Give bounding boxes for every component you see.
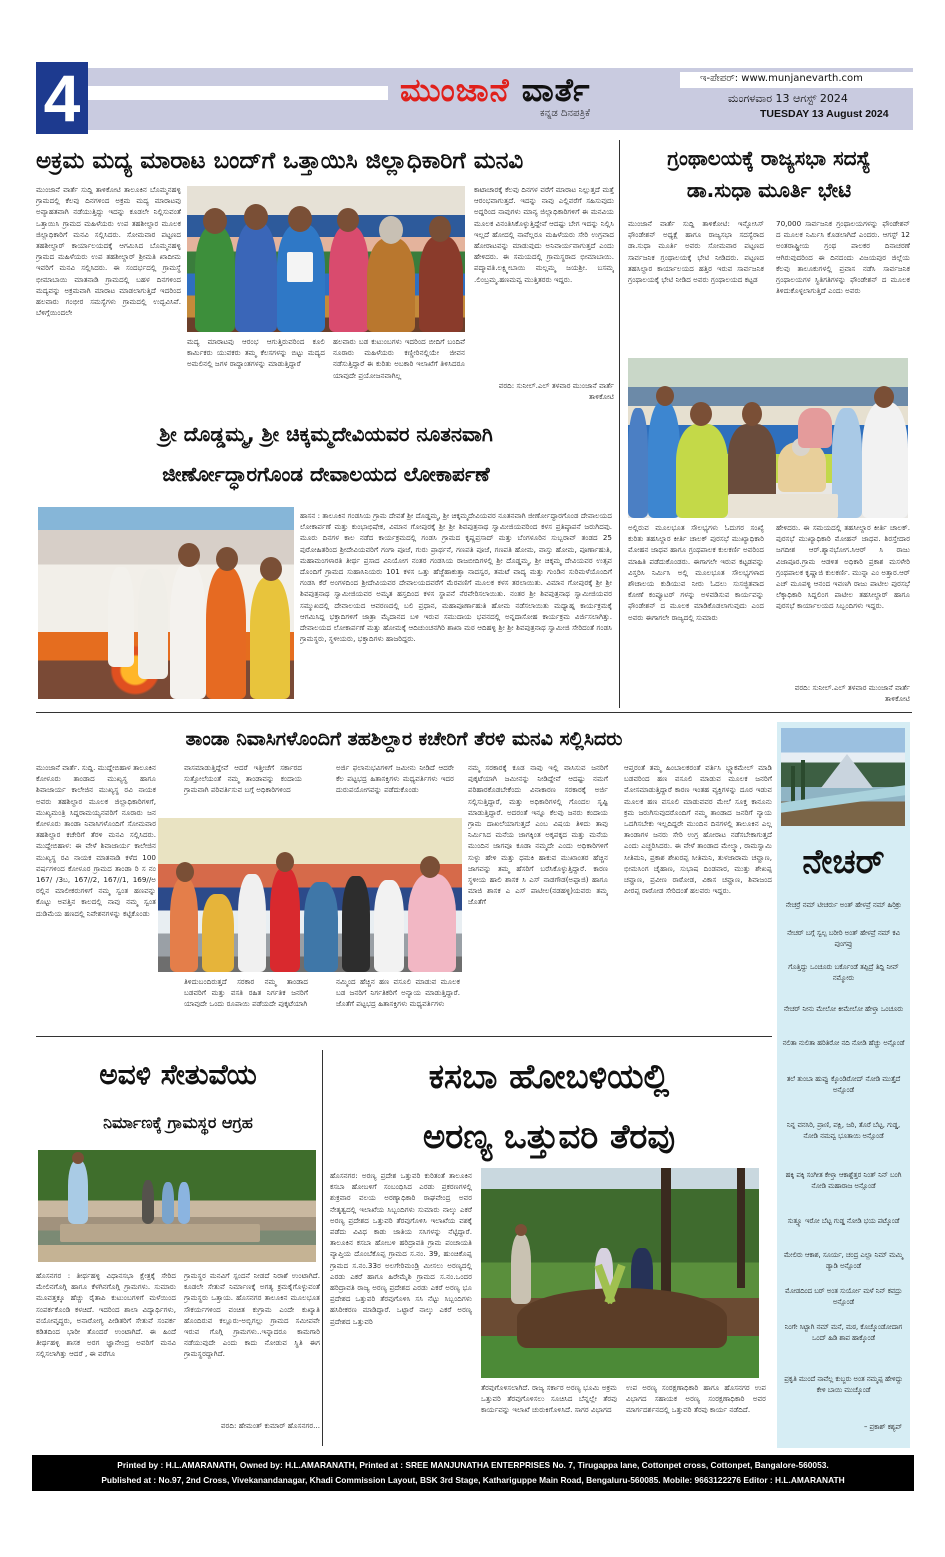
tanda-col-3-top: ಅರ್ಜಿ ಫಲಾನುಭವಿಗಳಿಗೆ ಜಮೀನು ನೀಡಿದೆ ಆದರೇ ಕೆಲ ಪಟ್ಟಭದ್ರ ಹಿತಾಸಕ್ತಿಗಳು ಮಧ್ಯವರ್ತಿಗಳು ಇದರ ದುರುಪಯೋಗವನ್ನು ಪಡೆದುಕೊಂಡು — [336, 763, 454, 795]
poem-stanza: ನೇಚರ್ ನೀನು ಮೇಲೋ ಕೀಮೇಲೋ ಹೇಳ್ತಾ ಒಂಚೂರು — [783, 1005, 904, 1013]
poem-stanza: ನೇಚರ್ರೆ ನಮ್ ಟೀಚರ್ರು ಅಂತ್ ಹೇಳವ್ರೆ ನಮ್ ಹಿರಿಕ್ರು — [785, 901, 902, 909]
epaper-link[interactable]: ಇ-ಪೇಪರ್: www.munjanevarth.com — [700, 73, 863, 84]
date-kannada: ಮಂಗಳವಾರ 13 ಆಗಸ್ಟ್ 2024 — [728, 92, 848, 105]
newspaper-logo — [400, 70, 590, 110]
temple-headline-line-2: ಜೀರ್ಣೋದ್ಧಾರಗೊಂಡ ದೇವಾಲಯದ ಲೋಕಾರ್ಪಣೆ — [162, 462, 490, 486]
library-col-1-bottom: ಅಲ್ಲಿರುವ ಮೂಲಭೂತ ಸೌಲಭ್ಯಗಳು ಓದುಗರ ಸಂಖ್ಯೆ ಕುರಿತು ತಹಸಿಲ್ದಾರ ಕೀರ್ತಿ ಚಾಲಕ್ ಪುರಸಭೆ ಮುಖ್ಯಾಧಿಕಾರಿ ಮೋಹನ ಜಾಧವ ಹಾಗೂ ಗ್ರಂಥಪಾಲಕ ಕುಲಕರ್ಣಿ ಅವರಿಂದ ಮಾಹಿತಿ ಪಡೆದುಕೊಂಡರು. ಈಗಾಗಲೇ ಇರುವ ಕಟ್ಟಡವನ್ನು ವಿಸ್ತರಿಸಿ ನಿರ್ಮಿಸಿ ಅಲ್ಲಿ ಮೂಲಭೂತ ಸೌಲಭ್ಯಗಳಾದ ಶೌಚಾಲಯ ಕುಡಿಯುವ ನೀರು ಓದಲು ಸುಸಜ್ಜಿತವಾದ ಕೋಣೆ ಕಂಪ್ಯೂಟರ್ ಗಳನ್ನು ಅಳವಡಿಸುವ ಕಾರ್ಯವನ್ನು ಫೌಂಡೇಶನ್ ದ ಮೂಲಕ ಮಾಡಿಕೊಡಲಾಗುವುದು ಎಂದ ಅವರು ಈಗಾಗಲೇ ರಾಜ್ಯದಲ್ಲಿ ಸುಮಾರು — [628, 523, 764, 622]
tanda-col-2-top: ವಾಸಮಾಡುತ್ತಿದ್ದೇವೆ ಆದರೆ ಇತ್ತೀಚೆಗೆ ಸರ್ಕಾರದ ಸುತ್ತೋಲೆಯಂತೆ ನಮ್ಮ ತಾಂಡಾವನ್ನು ಕಂದಾಯ ಗ್ರಾಮವಾಗಿ ಪರಿವರ್ತಿಸುವ ಬಗ್ಗೆ ಅಧಿಕಾರಿಗಳಿಂದ — [184, 763, 302, 795]
poem-stanza: ಮೇಲಿರು ಆಕಾಶ, ಸೂರ್ಯ, ಚಂದ್ರ ಎಲ್ಲಾ ನಿಮ್ ಮಮ್ಮಿ ಡ್ಯಾಡಿ ಅನ್ಸೊಂಡೆ — [783, 1251, 904, 1270]
imprint-footer — [32, 1455, 914, 1491]
temple-photo — [38, 507, 294, 699]
tanda-headline: ತಾಂಡಾ ನಿವಾಸಿಗಳೊಂದಿಗೆ ತಹಶಿಲ್ದಾರ ಕಚೇರಿಗೆ ತೆರಳಿ ಮನವಿ ಸಲ್ಲಿಸಿದರು — [185, 728, 623, 750]
library-headline-line-1: ಗ್ರಂಥಾಲಯಕ್ಕೆ ರಾಜ್ಯಸಭಾ ಸದಸ್ಯೆ — [667, 146, 871, 170]
tanda-col-3-bottom: ನಮ್ಮಿಂದ ಹೆಚ್ಚಿನ ಹಣ ವಸೂಲಿ ಮಾಡುವ ಮೂಲಕ ಬಡ ಜನರಿಗೆ ನಿರ್ಗತಿಕರಿಗೆ ಅನ್ಯಾಯ ಮಾಡುತ್ತಿದ್ದಾರೆ. ಜೊತೆಗೆ ಪಟ್ಟಭದ್ರ ಹಿತಾಸಕ್ತಿಗಳು ಮಧ್ಯವರ್ತಿಗಳು — [336, 977, 460, 1009]
poem-stanza: ಹಕ್ಕಿ ಪಕ್ಕಿ ಸಂಗೀತ ಕೇಳ್ತಾ ಆಕಾಶ್ದೆತ್ತರ ನಿಂತ್ ನಿನ್ ಬಂಗಿ ನೋಡಿ ಮಹಾರಾಜ ಅನ್ಸೊಂಡೆ — [785, 1171, 902, 1190]
poem-stanza: ನಿನ್ನ ವನಸಿರಿ, ಪ್ರಾಣಿ, ಪಕ್ಷಿ, ಜರಿ, ತೊರೆ ಬೆಟ್ಟ, ಗುಡ್ಡ, ನೋಡಿ ನಮವ್ವ ಭೂತಾಯಿ ಅನ್ಸೊಂಡೆ — [786, 1121, 901, 1140]
poem-author: – ಪ್ರಕಾಶ್ ಕಶ್ಯಪ್ — [863, 1423, 902, 1431]
date-english: TUESDAY 13 August 2024 — [760, 108, 889, 120]
forest-col-1: ಹೊಸನಗರ: ಅರಣ್ಯ ಪ್ರದೇಶ ಒತ್ತುವರಿ ಕುರಿತಂತೆ ತಾಲೂಕಿನ ಕಸಬಾ ಹೋಬಳಿಗೆ ಸಂಬಂಧಿಸಿದ ಎರಡು ಪ್ರಕರಣಗಳಲ್ಲಿ ಶುಕ್ರವಾರ ವಲಯ ಅರಣ್ಯಾಧಿಕಾರಿ ರಾಘವೇಂದ್ರ ಅವರ ನೇತೃತ್ವದಲ್ಲಿ ಇಲಾಖೆಯ ಸಿಬ್ಬಂದಿಗಳು ಸುಮಾರು ನಾಲ್ಕು ಎಕರೆ ಅರಣ್ಯ ಪ್ರದೇಶದ ಒತ್ತುವರಿ ತೆರವುಗೊಳಿಸಿ ಇಲಾಖೆಯ ವಶಕ್ಕೆ ಪಡೆದು ವಿವಿಧ ಕಾಡು ಜಾತಿಯ ಸಸಿಗಳನ್ನು ನೆಟ್ಟಿದ್ದಾರೆ. ತಾಲೂಕಿನ ಕಸಬಾ ಹೋಬಳಿ ಹರಿದ್ರಾವತಿ ಗ್ರಾಮ ಪಂಚಾಯತಿ ವ್ಯಾಪ್ತಿಯ ದೊಂಬೆಕೊಪ್ಪ ಗ್ರಾಮದ ಸ.ನಂ. 39, ಹುಂಚಿಕೊಪ್ಪ ಗ್ರಾಮದ ಸ.ನಂ.33ರ ಅಲಗೇರಿಮಂಡ್ರಿ ಮೀಸಲು ಅರಣ್ಯದಲ್ಲಿ ಎರಡು ಎಕರೆ ಹಾಗೂ ಹಿರೇಮೈಶಿ ಗ್ರಾಮದ ಸ.ನಂ.ಒಂದರ ಹರಿದ್ರಾವತಿ ರಾಜ್ಯ ಅರಣ್ಯ ಪ್ರದೇಶದ ಎರಡು ಎಕರೆ ಅರಣ್ಯ ಭೂ ಪ್ರದೇಶದ ಒತ್ತುವರಿ ತೆರವುಗೊಳಿಸಿ ಸಸಿ ನೆಟ್ಟು ಸಿಬ್ಬಂದಿಗಳು ಹಸಿರೀಕರಣ ಮಾಡಿದ್ದಾರೆ. ಒಟ್ಟಾರೆ ನಾಲ್ಕು ಎಕರೆ ಅರಣ್ಯ ಪ್ರದೇಶದ ಒತ್ತುವರಿ — [330, 1171, 472, 1326]
liquor-col-4: ಕಾಟಾಚಾರಕ್ಕೆ ಕೆಲವು ದಿನಗಳ ವರೆಗೆ ಮಾರಾಟ ನಿಲ್ಲುತ್ತದೆ ಮತ್ತೆ ಆರಂಭವಾಗುತ್ತದೆ. ಇದನ್ನು ನಾವು ಎಲ್ಲಿವರೆಗೆ ಸಹಿಸುವುದು ಅದ್ದರಿಂದ ನಾವುಗಳು ಮಾನ್ಯ ಜಿಲ್ಲಾಧಿಕಾರಿಗಳಿಗೆ ಈ ಮನವಿಯ ಮೂಲಕ ವಿನಂತಿಸಿಕೊಳ್ಳುತ್ತಿದ್ದೇವೆ ಆದಷ್ಟು ಬೇಗ ಇದನ್ನು ನಿಲ್ಲಿಸಿ ಇಲ್ಲದೆ ಹೋದಲ್ಲಿ ನಾವೆಲ್ಲರೂ ಮಹಿಳೆಯರು ಸೇರಿ ಉಗ್ರವಾದ ಹೋರಾಟವನ್ನು ಮಾಡುವುದು ಅನಿವಾರ್ಯವಾಗುತ್ತದೆ ಎಂದು ಹೇಳಿದರು. ಈ ಸಮಯದಲ್ಲಿ ಗ್ರಾಮಸ್ಥರಾದ ಭೀಮಾಬಾಯಿ. ಪದ್ಮಾವತಿ.ಲಕ್ಷ್ಮೀಬಾಯಿ ಮಲ್ಲಮ್ಮ ಜಯಶ್ರೀ. ಬಸಮ್ಮ .ಲಿಂಬ್ರಮ್ಮ.ಹಣಮವ್ವ ಮುತ್ತಿತರರು ಇದ್ದರು. — [474, 185, 614, 284]
bridge-headline-line-1: ಅವಳಿ ಸೇತುವೆಯ — [99, 1058, 257, 1091]
bridge-col-1: ಹೊಸನಗರ : ತೀರ್ಥಹಳ್ಳಿ ವಿಧಾನಸಭಾ ಕ್ಷೇತ್ರಕ್ಕೆ ಸೇರಿದ ಮೇಲಿನಗೊಗ್ಗಿ ಹಾಗೂ ಕೆಳಗಿನಗೊಗ್ಗಿ ಗ್ರಾಮಗಳು. ಸುಮಾರು ಮೂವತ್ತಕ್ಕೂ ಹೆಚ್ಚು ರೈತಾಪಿ ಕುಟುಂಬಗಳಿಗೆ ಮಳೆಯಿಂದ ಸಂಪರ್ಕಕೊಂಡಿ ಕಳಚಿದೆ. ಇದರಿಂದ ಶಾಲಾ ವಿದ್ಯಾರ್ಥಿಗಳು, ವಯೋವೃದ್ಧರು, ಅನಾರೋಗ್ಯ ಪೀಡಿತರಿಗೆ ಸೇತುವೆ ಸಂಪರ್ಕ ಕಡಿತದಿಂದ ಭಾರೀ ತೊಂದರೆ ಉಂಟಾಗಿದೆ. ಈ ಹಿಂದೆ ತೀರ್ಥಹಳ್ಳಿ ಶಾಸಕ ಅರಗ ಜ್ಞಾನೇಂದ್ರ ಅವರಿಗೆ ಮನವಿ ಸಲ್ಲಿಸಲಾಗಿತ್ತು ಆದರೆ , ಈ ವರೆಗೂ — [36, 1271, 176, 1359]
forest-col-3: ಉಪ ಅರಣ್ಯ ಸಂರಕ್ಷಣಾಧಿಕಾರಿ ಹಾಗೂ ಹೊಸನಗರ ಉಪ ವಿಭಾಗದ ಸಹಾಯಕ ಅರಣ್ಯ ಸಂರಕ್ಷಣಾಧಿಕಾರಿ ಅವರ ಮಾರ್ಗದರ್ಶನದಲ್ಲಿ ಒತ್ತುವರಿ ತೆರವು ಕಾರ್ಯ ನಡೆದಿದೆ. — [626, 1383, 766, 1415]
forest-headline-line-2: ಅರಣ್ಯ ಒತ್ತುವರಿ ತೆರವು — [422, 1117, 676, 1157]
column-divider — [619, 140, 620, 708]
nature-title: ನೇಚರ್ — [802, 842, 885, 882]
tanda-col-1: ಮುಂಜಾನೆ ವಾರ್ತೆ. ಸುದ್ದಿ. ಮುದ್ದೇಬಿಹಾಳ ತಾಲೂಕಿನ ಕೋಳೂರು ತಾಂಡಾದ ಮುಖ್ಯಸ್ಥ ಹಾಗೂ ಶಿವಾಜಾರ್ಯ ಕಾಲೇಜಿನ ಮುಖ್ಯಸ್ಥ ರವಿ ನಾಯಕ ಅವರು ತಹಶಿಲ್ದಾರ ಮೂಲಕ ಜಿಲ್ಲಾಧಿಕಾರಿಗಳಿಗೆ, ಮುಖ್ಯಮಂತ್ರಿ ಸಿದ್ದರಾಮಯ್ಯನವರಿಗೆ ನೂರಾರು ಜನ ಕೋಳೂರು ತಾಂಡಾ ನಿವಾಸಿಗಳೊಂದಿಗೆ ಸೋಮವಾರ ತಹಶಿಲ್ದಾರ ಕಚೇರಿಗೆ ತೆರಳಿ ಮನವಿ ಸಲ್ಲಿಸಿದರು. ಮುದ್ದೇಬಿಹಾಳ: ಈ ವೇಳೆ ಶಿವಾಜಾರ್ಯ ಕಾಲೇಜಿನ ಮುಖ್ಯಸ್ಥ ರವಿ ನಾಯಕ ಮಾತನಾಡಿ ಕಳೆದ 100 ವರ್ಷಗಳಿಂದ ಕೋಳೂರ ಗ್ರಾಮದ ತಾಂಡಾ ರಿ ಸ ನಂ 167/ /3ಬ, 167//2, 167//1, 169//ಅ ರಲ್ಲಿನ ಮಾಲೀಕರುಗಳಿಗೆ ನಮ್ಮ ಸ್ವಂತ ಹಣವನ್ನು ಕೊಟ್ಟು ಅವತ್ತಿನ ಕಾಲದಲ್ಲಿ ನಾವು ನಮ್ಮ ಸ್ವಂತ ದುಡಿಮೆಯ ಹಣದಲ್ಲಿ ನಿವೇಶನಗಳನ್ನು ಕಟ್ಟಿಕೊಂಡು — [36, 763, 156, 918]
poem-stanza: ನಿಂಗೇ ಸಿಟ್ಟಾಗಿ ನಮ್ ಮನೆ, ಮಠ, ಕೊಚ್ಕೊಂಡೋದಾಗ ಒಂದ್ ಹಿಡಿ ಶಾಪ ಹಾಕ್ಕೊಂಡೆ — [784, 1323, 903, 1342]
tanda-col-4: ನಮ್ಮ ಸರಕಾರಕ್ಕೆ ಕೂಡ ನಾವು ಇಲ್ಲಿ ವಾಸಿಸುವ ಜನರಿಗೆ ಪುಕ್ಕಟೆಯಾಗಿ ಜಮೀನನ್ನು ನೀಡಿದ್ದೇವೆ ಆದಷ್ಟು ನಮಗೆ ಪರಿಹಾರಕೊಡಬೇಕೆಂದು ವಿನಾಕಾರಣ ಸರಕಾರಕ್ಕೆ ಅರ್ಜಿ ಸಲ್ಲಿಸುತ್ತಿದ್ದಾರೆ, ಮತ್ತು ಅಧಿಕಾರಿಗಳಲ್ಲಿ ಗೊಂದಲ ಸೃಷ್ಟಿ ಮಾಡುತ್ತಿದ್ದಾರೆ. ಅದರಂತೆ ಇನ್ನೂ ಕೆಲವು ಜನರು ಕಂದಾಯ ಗ್ರಾಮ ದಾಖಲೆಯಾಗುತ್ತದೆ ಎಂಬ ವಿಷಯ ತಿಳಿದು ತಾವು ನಿರ್ಮಿಸಿದ ಮನೆಯ ಜಾಗಕ್ಕಿಂತ ಅಕ್ಕಪಕ್ಕದ ಮತ್ತು ಮನೆಯ ಮುಂದಿನ ಜಾಗವೂ ಕೂಡಾ ನಮ್ಮದೇ ಎಂದು ಅಧಿಕಾರಿಗಳಿಗೆ ಸುಳ್ಳು ಹೇಳಿ ಮತ್ತು ಧಮಕಿ ಹಾಕುವ ಮುಖಾಂತರ ಹೆಚ್ಚಿನ ಜಾಗವನ್ನು ತಮ್ಮ ಹೆಸರಿಗೆ ಬರೆಸಿಕೊಳ್ಳುತ್ತಿದ್ದಾರೆ. ಕಾರಣ ಸ್ಥಳೀಯ ಹಾಲಿ ಶಾಸಕ ಸಿ ಎಸ್ ನಾಡಗೌಡ(ಅಪ್ಪಾಜಿ) ಹಾಗೂ ಮಾಜಿ ಶಾಸಕ ಎ ಎಸ್ ಪಾಟೀಲ(ನಡಹಳ್ಳಿ)ಯವರು ತಮ್ಮ ಜೊತೆಗೆ — [468, 763, 608, 907]
section-divider — [36, 712, 912, 713]
liquor-col-1: ಮುಂಜಾನೆ ವಾರ್ತೆ ಸುದ್ದಿ ತಾಳಿಕೋಟಿ ತಾಲೂಕಿನ ಬೊಮ್ಮನಹಳ್ಳಿ ಗ್ರಾಮದಲ್ಲಿ ಕೆಲವು ದಿನಗಳಿಂದ ಅಕ್ರಮ ಮದ್ಯ ಮಾರಾಟವು ಅವ್ಯಾಹತವಾಗಿ ನಡೆಯುತ್ತಿದ್ದು ಇದನ್ನು ಕೂಡಲೇ ನಿಲ್ಲಿಸುವಂತೆ ಒತ್ತಾಯಿಸಿ ಗ್ರಾಮದ ಮಹಿಳೆಯರು ಉಪ ತಹಶೀಲ್ದಾರ ಮೂಲಕ ಜಿಲ್ಲಾಧಿಕಾರಿಗೆ ಮನವಿ ಸಲ್ಲಿಸಿದರು. ಸೋಮವಾರ ಪಟ್ಟಣದ ತಹಶೀಲ್ದಾರ್ ಕಾರ್ಯಾಲಯದಕ್ಕೆ ಆಗಮಿಸಿದ ಬೊಮ್ಮನಹಳ್ಳಿ ಗ್ರಾಮದ ಮಹಿಳೆಯರು ಉಪ ತಹಶೀಲ್ದಾರ್ ಶ್ರೀಮತಿ ಖಾದೀಮ ಇವರಿಗೆ ಮನವಿ ಸಲ್ಲಿಸಿದರು. ಈ ಸಂದರ್ಭದಲ್ಲಿ ಗ್ರಾಮಸ್ಥೆ ಭೀಮಾಬಾಯಿ ಮಾತನಾಡಿ ಗ್ರಾಮದಲ್ಲಿ ಬಹಳ ದಿನಗಳಿಂದ ಮದ್ಯವನ್ನು ಅಕ್ರಮವಾಗಿ ಮಾರಾಟ ಮಾಡಲಾಗುತ್ತಿದೆ ಇದರಿಂದ ಹಲವಾರು ಗಂಭೀರ ಸಮಸ್ಯೆಗಳು ಗ್ರಾಮದಲ್ಲಿ ಉದ್ಭವಿಸಿವೆ. ಬೆಳಿಗ್ಗೆಯಿಂದಲೇ — [36, 185, 181, 318]
footer-line-1: Printed by : H.L.AMARANATH, Owned by: H.L.AMARANATH, Printed at : SREE MANJUNATHA ENTERPRISES No. 7, Tirugappa lane, Cottonpet cross, Cottonpet, Bangalore-560053. — [117, 1460, 829, 1470]
forest-photo — [481, 1168, 759, 1378]
liquor-col-3: ಹಲವಾರು ಬಡ ಕುಟುಂಬಗಳು ಇದರಿಂದ ಬೀದಿಗೆ ಬಂದಿವೆ ನೂರಾರು ಮಹಿಳೆಯರು ಕಣ್ಣೀರಿನಲ್ಲಿಯೇ ಜೀವನ ನಡೆಸುತ್ತಿದ್ದಾರೆ ಈ ಕುರಿತು ಅಬಕಾರಿ ಇಲಾಖೆಗೆ ತಿಳಿಸಿದರೂ ಯಾವುದೇ ಪ್ರಯೋಜನವಾಗಿಲ್ಲ — [333, 337, 465, 380]
temple-headline-line-1: ಶ್ರೀ ದೊಡ್ಡಮ್ಮ, ಶ್ರೀ ಚಿಕ್ಕಮ್ಮದೇವಿಯವರ ನೂತನವಾಗಿ — [159, 422, 493, 446]
library-byline: ವರದಿ: ಸುನೀಲ್.ಎಲ್ ತಳವಾರ ಮುಂಜಾನೆ ವಾರ್ತೆ ತಾಳಿಕೋಟಿ — [794, 683, 910, 704]
library-col-1-top: ಮುಂಜಾನೆ ವಾರ್ತೆ ಸುದ್ದಿ ತಾಳಿಕೋಟಿ: ಇನ್ಫೋಸಿಸ್ ಫೌಂಡೇಶನ್ ಅಧ್ಯಕ್ಷೆ ಹಾಗೂ ರಾಜ್ಯಸಭಾ ಸದಸ್ಯೆರಾದ ಡಾ.ಸುಧಾ ಮೂರ್ತಿ ಅವರು ಸೋಮವಾರ ಪಟ್ಟಣದ ಸಾರ್ವಜನಿಕ ಗ್ರಂಥಾಲಯಕ್ಕೆ ಭೇಟಿ ನೀಡಿದರು. ಪಟ್ಟಣದ ತಹಸಿಲ್ದಾರ ಕಾರ್ಯಾಲಯದ ಹತ್ತಿರ ಇರುವ ಸಾರ್ವಜನಿಕ ಗ್ರಂಥಾಲಯಕ್ಕೆ ಭೇಟಿ ನೀಡಿದ ಅವರು ಗ್ರಂಥಾಲಯದ ಕಟ್ಟಡ — [628, 219, 764, 285]
liquor-photo — [187, 186, 465, 332]
library-photo — [628, 358, 908, 518]
bridge-byline: ವರದಿ: ಹೇಮಂತ್ ಕುಮಾರ್ ಹೊಸನಗರ... — [220, 1421, 320, 1430]
poem-stanza: ಪ್ರಕೃತಿ ಮುಂದೆ ನಾವೆಲ್ಲ ಕುಬ್ಜರು ಅಂತ ನಮ್ಮಪ್ಪ ಹೇಳಿದ್ದು ಕೇಳಿ ಬಾಯಿ ಮುಚ್ಕೊಂಡೆ — [784, 1375, 903, 1394]
logo-subtitle: ಕನ್ನಡ ದಿನಪತ್ರಿಕೆ — [540, 108, 591, 119]
bridge-photo — [38, 1150, 316, 1262]
tanda-col-5: ಆಪ್ತರಂತೆ ತಮ್ಮ ಹಿಂಬಾಲಕರಂತೆ ವರ್ತಿಸಿ ಬ್ಲ್ಯಾಕಮೇಲ್ ಮಾಡಿ ಬಡವರಿಂದ ಹಣ ವಸೂಲಿ ಮಾಡುವ ಮೂಲಕ ಜನರಿಗೆ ಮೋಸಮಾಡುತ್ತಿದ್ದಾರೆ ಕಾರಣ ಇಂತಹ ವ್ಯಕ್ತಿಗಳನ್ನು ದೂರ ಇಡುವ ಮೂಲಕ ಹಣ ವಸೂಲಿ ಮಾಡುವವರ ಮೇಲೆ ಸೂಕ್ತ ಕಾನೂನು ಕ್ರಮ ಜರುಗಿಸುವುದರೊಂದಿಗೆ ನಮ್ಮ ತಾಂಡಾದ ಜನರಿಗೆ ನ್ಯಾಯ ಒದಗಿಸಬೇಕು ಇಲ್ಲದಿದ್ದರೇ ಮುಂದಿನ ದಿನಗಳಲ್ಲಿ ತಾಲೂಕಿನ ಎಲ್ಲ ತಾಂಡಾಗಳ ಜನರು ಸೇರಿ ಉಗ್ರ ಹೋರಾಟ ನಡೆಸಬೇಕಾಗುತ್ತದೆ ಎಂದು ಎಚ್ಚರಿಸಿದರು. ಈ ವೇಳೆ ತಾಂಡಾದ ಮೇಲ್ಸ್ಥಾ, ರಾಮಸ್ವಾಮಿ ಸೀತಿಮನಿ, ಪ್ರಕಾಶ ಶೇಖರಪ್ಪ ಸೀತಿಮನಿ, ತುಳಜಾರಾಮ ಚವ್ಹಾಣ, ಭೀಮಸಿಂಗ ಚೈಹಾಣ, ಸುಭಾಷ ದಿಂಡವಾರ, ಮುತ್ತು ಶೇಖಪ್ಪ ಚವ್ಹಾಣ, ಪ್ರವೀಣ ರಾಠೋಡ, ವಿಕಾಸ ಚವ್ಹಾಣ, ಶಿವಾಜಂದ ಪೀರಪ್ಪ ರಾಠೋಡ ಸೇರಿದಂತೆ ಹಲವರು ಇದ್ದರು. — [624, 763, 772, 896]
nature-poem-box — [777, 722, 910, 1448]
liquor-byline: ವರದಿ: ಸುನೀಲ್.ಎಲ್ ತಳವಾರ ಮುಂಜಾನೆ ವಾರ್ತೆ ತಾಳಿಕೋಟಿ — [498, 381, 614, 402]
tanda-col-2-bottom: ತಿಳಿದುಬಂದಿರುತ್ತದೆ ಸರಕಾರ ನಮ್ಮ ತಾಂಡಾದ ಬಡವರಿಗೆ ಮತ್ತು ವಸತಿ ರಹಿತ ನಿರ್ಗತಿಕ ಜನರಿಗೆ ಯಾವುದೇ ಒಂದು ರೂಪಾಯಿ ಪಡೆಯದೇ ಪುಕ್ಕಟೆಯಾಗಿ — [184, 977, 308, 1009]
liquor-col-2: ಮದ್ಯ ಮಾರಾಟವು ಆರಂಭ ಆಗುತ್ತಿರುವರಿಂದ ಕೂಲಿ ಕಾರ್ಮಿಕರು ಯುವಕರು ತಮ್ಮ ಕೆಲಸಗಳನ್ನು ಬಿಟ್ಟು ಮದ್ಯದ ಅಮಲಿನಲ್ಲಿ ಜಗಳ ರಾದ್ಧಾಂತಗಳನ್ನು ಮಾಡುತ್ತಿದ್ದಾರೆ — [187, 337, 325, 369]
poem-stanza: ಸುತ್ತ್ಲೂ ಇರೋ ಬೆಟ್ಟ ಗುಡ್ಡ ನೋಡಿ ಭಯ ಪಟ್ಕೊಂಡೆ — [787, 1217, 900, 1225]
poem-stanza: ನೇಚರ್ ಬಗ್ಗೆ ಸ್ವಲ್ಪ ಬರೀರಿ ಅಂತ್ ಹೇಳವ್ರೆ ನಮ್ ಕವಿ ಪುಂಗವ್ರು — [787, 929, 900, 948]
liquor-headline: ಅಕ್ರಮ ಮದ್ಯ ಮಾರಾಟ ಬಂದ್‌ಗೆ ಒತ್ತಾಯಿಸಿ ಜಿಲ್ಲಾಧಿಕಾರಿಗೆ ಮನವಿ — [36, 148, 524, 174]
poem-stanza: ಗೊತ್ತಿದ್ದು ಒಂಚೂರು ಬರ್ಕೊಂಡೆ ತಪ್ಪಿದ್ರೆ ತಿದ್ದಿ ನೀವ್ ನಮ್ಮೋರು — [788, 963, 899, 982]
library-headline-line-2: ಡಾ.ಸುಧಾ ಮೂರ್ತಿ ಭೇಟಿ — [686, 178, 852, 202]
poem-stanza: ತಲೆ ತುಂಬಾ ಹುವ್ವು ಕ್ಕೊಂಡಿರೋದ್ ನೋಡಿ ಮುತ್ತೈದೆ ಅನ್ಸೊಂಡೆ — [786, 1075, 901, 1094]
page-number: 4 — [36, 62, 88, 134]
logo-part-2: ವಾರ್ತೆ — [521, 71, 591, 109]
bridge-headline-line-2: ನಿರ್ಮಾಣಕ್ಕೆ ಗ್ರಾಮಸ್ಥರ ಆಗ್ರಹ — [103, 1113, 253, 1132]
poem-stanza: ಮೋಡದಿಂದ ಬರ್ ಅಂತ ಸುರ್ಯೋ ಮಳೆ ನಿನ್ ಕವದ್ರು ಅನ್ಸೊಂಡೆ — [784, 1287, 902, 1306]
poem-stanza: ನಲಿತಾ ನುಲಿತಾ ಹರಿತಿರೋ ನದಿ ನೋಡಿ ಹೆಚ್ಚು ಅನ್ಸೊಂಡೆ — [782, 1039, 905, 1047]
section-divider — [36, 1036, 772, 1037]
column-divider — [322, 1050, 323, 1446]
temple-body: ಹಾಸನ : ತಾಲೂಕಿನ ಗಂಡಸಿಯ ಗ್ರಾಮ ದೇವತೆ ಶ್ರೀ ದೊಡ್ಡಮ್ಮ, ಶ್ರೀ ಚಿಕ್ಕಮ್ಮದೇವಿಯವರ ನೂತನವಾಗಿ ಜೀರ್ಣೋದ್ಧಾರಗೊಂಡ ದೇವಾಲಯದ ಲೋಕಾರ್ಪಣೆ ಮತ್ತು ಕುಂಭಾಭಿಷೇಕ, ವಿಮಾನ ಗೋಪುರಕ್ಕೆ ಶ್ರೀ ಶ್ರೀ ಶಿವಪುತ್ರನಾಥ ಸ್ವಾಮೀಜಿಯವರಿಂದ ಕಳಸ ಪ್ರತಿಷ್ಠಾಪನೆ ಜರುಗಿದವು. ಮೂರು ದಿನಗಳ ಕಾಲ ನಡೆದ ಕಾರ್ಯಕ್ರಮದಲ್ಲಿ ಗಂಡಸಿ ಗ್ರಾಮದ ಕೃಷ್ಣಪ್ರಸಾದ್ ಮತ್ತು ಬೆಂಗಳೂರಿನ ಸುಬ್ಬರಾವ್ ತಂಡದ 25 ಪುರೋಹಿತರಿಂದ ಶ್ರೀದೇವಿಯವರಿಗೆ ಗಂಗಾ ಪೂಜೆ, ಗುರು ಪ್ರಾರ್ಥನೆ, ಗಣಪತಿ ಪೂಜೆ, ಗಣಪತಿ ಹೋಮ, ವಾಸ್ತು ಹೋಮ, ಪೂರ್ಣಾಹುತಿ, ಮಹಾಮಂಗಳಾರತಿ ತೀರ್ಥ ಪ್ರಸಾದ ವಿನಿಯೋಗ ನಂತರ ಗಂಡಸಿಯ ರಾಜಬೀದಿಗಳಲ್ಲಿ ಶ್ರೀ ದೊಡ್ಡಮ್ಮ, ಶ್ರೀ ಚಿಕ್ಕಮ್ಮ ದೇವಿಯವರ ಉತ್ಸವ ದೊಂದಿಗೆ ಗ್ರಾಮದ ಸುಹಾಸಿನಿಯರು 101 ಕಳಸ ಒತ್ತು ಹೆಜ್ಜೆಹಾಕುತ್ತಾ ನಾದಸ್ವರ, ತಮಟೆ ವಾದ್ಯ ಮತ್ತು ಗುಂಡಿನ ಸುರಿಮಳೆಯೊಂದಿಗೆ ಗಂಡಸಿ ಕೆರೆ ಅಂಗಳದಿಂದ ಶ್ರೀದೇವಿಯವರ ದೇವಾಲಯದವರೆಗೆ ಮೆರವಣಿಗೆ ಮೂಲಕ ಕಳಸ ತರಲಾಯಿತು. ವಿಮಾನ ಗೋಪುರಕ್ಕೆ ಶ್ರೀ ಶ್ರೀ ಶಿವಪುತ್ರನಾಥ ಸ್ವಾಮೀಜಿಯವರ ಅಮೃತ ಹಸ್ತದಿಂದ ಕಳಸ ಸ್ಥಾಪನೆ ನೆರವೇರಿಸಲಾಯಿತು. ನಂತರ ಶ್ರೀ ಶಿವಪುತ್ರನಾಥ ಸ್ವಾಮೀಜಿಯವರ ಸಮ್ಮುಖದಲ್ಲಿ ದೇವಾಲಯದ ಆವರಣದಲ್ಲಿ ಬಲಿ ಪ್ರಧಾನ, ಮಹಾಪೂರ್ಣಾಹುತಿ ಹೋಮ ನಡೆಸಲಾಯಿತು ಮಧ್ಯಾಹ್ನ ಕಾರ್ಯಕ್ರಮಕ್ಕೆ ಆಗಮಿಸಿದ್ದ ಭಕ್ತಾದಿಗಳಿಗೆ ಜಾತ್ರಾ ಮೈದಾನದ ಬಳಿ ಇರುವ ಸಮುದಾಯ ಭವನದಲ್ಲಿ ಅನ್ನದಾಸೋಹ ಕಾರ್ಯಕ್ರಮ ವಿರ್ಜಿಸಲಾಗಿತ್ತು. ದೇವಾಲಯದ ಲೋಕಾರ್ಪಣೆ ಮತ್ತು ಹೋಮಕ್ಕೆ ಆದಿಚುಂಚನಗಿರಿ ಶಾಖಾ ಮಠ ಆದಿಹಳ್ಳಿ ಶ್ರೀ ಶ್ರೀ ಶಿವಪುತ್ರನಾಥ ಸ್ವಾಮೀಜಿ ಸೇರಿದಂತೆ ಗಂಡಸಿ ಗ್ರಾಮಸ್ಥರು, ಸ್ಥಳೀಯರು, ಭಕ್ತಾದಿಗಳು ಹಾಜರಿದ್ದರು. — [300, 511, 612, 644]
bridge-col-2: ಗ್ರಾಮಸ್ಥರ ಮನವಿಗೆ ಸ್ಪಂದನೆ ನೀಡದೆ ನಿರಾಶೆ ಉಂಟಾಗಿದೆ. ಕೂಡಲೇ ಸೇತುವೆ ನಿರ್ಮಾಣಕ್ಕೆ ಅಗತ್ಯ ಕ್ರಮಕೈಗೊಳ್ಳುವಂತೆ ಗ್ರಾಮಸ್ಥರು ಒತ್ತಾಯ. ಹೊಸನಗರ ತಾಲೂಕಿನ ಮೂಲಭೂತ ಸೌಕರ್ಯಗಳಿಂದ ವಂಚಿತ ಕುಗ್ರಾಮ ಎಂದೇ ಕುಖ್ಯಾತಿ ಹೊಂದಿರುವ ಕಲ್ಲೂರು-ಅಬ್ಬಿಗಲ್ಲು ಗ್ರಾಮದ ಸಮೀಪವೇ ಇರುವ ಗೊಗ್ಗಿ ಗ್ರಾಮಗಳು..ಇನ್ನಾದರೂ ಕಾಮಗಾರಿ ನಡೆಯುವುದೇ ಎಂದು ಕಾದು ನೋಡುವ ಸ್ಥಿತಿ ಈಗ ಗ್ರಾಮಸ್ಥರದ್ದಾಗಿದೆ. — [184, 1271, 320, 1359]
forest-col-2: ತೆರವುಗೊಳಿಸಲಾಗಿದೆ. ರಾಜ್ಯ ಸರ್ಕಾರ ಅರಣ್ಯ ಭೂಮಿ ಅಕ್ರಮ ಒತ್ತುವರಿ ತೆರವುಗೊಳಿಸಲು ಸೂಚಿಸಿದ ಬೆನ್ನಲ್ಲೇ ತೆರವು ಕಾರ್ಯವನ್ನು ಇಲಾಖೆ ಚುರುಕಿಗೊಳಿಸಿದೆ. ಸಾಗರ ವಿಭಾಗದ — [481, 1383, 617, 1415]
forest-headline-line-1: ಕಸಬಾ ಹೋಬಳಿಯಲ್ಲಿ — [428, 1057, 670, 1097]
library-col-2-bottom: ಹೇಳಿದರು. ಈ ಸಮಯದಲ್ಲಿ ತಹಸೀಲ್ದಾರ ಕೀರ್ತಿ ಚಾಲಕ್. ಪುರಸಭೆ ಮುಖ್ಯಾಧಿಕಾರಿ ಮೋಹನ್ ಜಾಧವ. ಶಿರಸ್ತೇದಾರ ಜಗದೀಶ ಆರ್.ಶ್ಯಾನಭೋಗ.ಸಿಆರ್ ಸಿ ರಾಜು ವಿಜಾಪೂರ.ಗ್ರಾಮ ಆಡಳಿತ ಅಧಿಕಾರಿ ಪ್ರಕಾಶ ಮಸಳೇರಿ ಗ್ರಂಥಪಾಲಕ ಕೃಷ್ಣಾಜಿ ಕುಲಕರ್ಣಿ. ಮುನ್ನಾ ಎಂ ಅತ್ತಾರ.ಆರ್ ಎಚ್ ಮೂಪಳ್ಳಿ ಆನಂದ ಇವಣಗಿ ರಾಜು ಪಾಟೀಲ ಪುರಸಭೆ ಲೆಕ್ಕಾಧಿಕಾರಿ ಸಿದ್ದಲಿಂಗ ಪಾಟೀಲ ತಹಸೀಲ್ದಾರ್ ಹಾಗೂ ಪುರಸಭೆ ಕಾರ್ಯಾಲಯದ ಸಿಬ್ಬಂದಿಗಳು ಇದ್ದರು. — [776, 523, 910, 611]
masthead-stripe — [88, 86, 388, 100]
logo-part-1: ಮುಂಜಾನೆ — [400, 71, 510, 109]
library-col-2-top: 70,000 ಸಾರ್ವಜನಿಕ ಗ್ರಂಥಾಲಯಗಳನ್ನು ಫೌಂಡೇಶನ್ ದ ಮೂಲಕ ನಿರ್ಮಿಸಿ ಕೊಡಲಾಗಿದೆ ಎಂದರು. ಆಗಸ್ಟ್ 12 ಅಂತರಾಷ್ಟ್ರೀಯ ಗ್ರಂಥ ಪಾಲಕರ ದಿನಾಚರಣೆ ಆಗಿರುವುದರಿಂದ ಈ ದಿನದಂದು ವಿಜಯಪುರ ಜಿಲ್ಲೆಯ ಕೆಲವು ತಾಲೂಕುಗಳಲ್ಲಿ ಪ್ರವಾಸ ನಡೆಸಿ ಸಾರ್ವಜನಿಕ ಗ್ರಂಥಾಲಯಗಳ ಸ್ಥಿತಿಗತಿಗಳನ್ನು ಫೌಂಡೇಶನ್ ದ ಮೂಲಕ ತಿಳಿದುಕೊಳ್ಳಲಾಗುತ್ತಿದೆ ಎಂದು ಅವರು — [776, 219, 910, 296]
tanda-photo — [158, 818, 462, 972]
nature-photo — [781, 728, 905, 826]
footer-line-2: Published at : No.97, 2nd Cross, Vivekanandanagar, Khadi Commission Layout, BSK 3rd Stage, Kathariguppe Main Road, Bengaluru-560085. Mobile: 9663122276 Editor : H.L.AMARANATH — [101, 1475, 845, 1485]
